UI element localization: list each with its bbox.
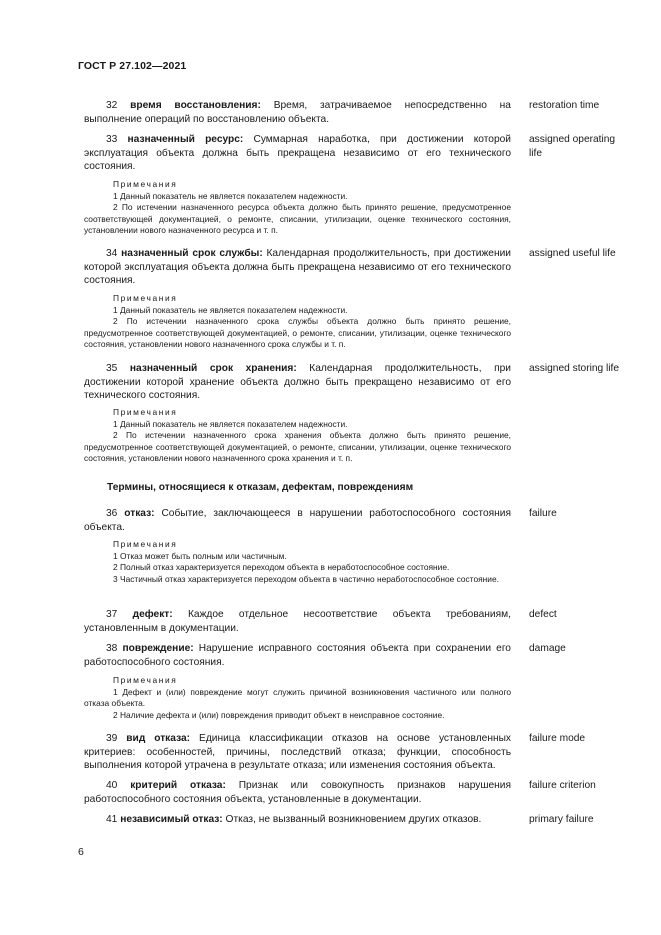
section-title: Термины, относящиеся к отказам, дефектам, повреждениям bbox=[107, 482, 414, 493]
term-number: 36 bbox=[106, 508, 118, 519]
note-item: 3 Частичный отказ характеризуется переходом объекта в частично неработоспособное состояние. bbox=[113, 573, 499, 584]
note-item: 2 По истечении назначенного срока хранения объекта должно быть принято решение, предусмотренное соответствующей документацией, о ремонте, списании, утилизации, оценке технического состояния, установлении нового назначенного срока хранения и т. п. bbox=[84, 430, 511, 463]
term-name: вид отказа: bbox=[126, 733, 191, 744]
term-name: время восстановления: bbox=[130, 100, 261, 111]
term-number: 39 bbox=[106, 733, 118, 744]
term-definition: Календарная продолжительность, при достижении которой хранение объекта должно быть прекращено независимо от его технического состояния. bbox=[84, 363, 511, 402]
term-34 bbox=[84, 247, 511, 288]
term-number: 41 bbox=[106, 814, 118, 825]
term-name: назначенный срок службы: bbox=[121, 248, 263, 259]
term-definition: Каждое отдельное несоответствие объекта требованиям, установленным в документации. bbox=[84, 609, 511, 634]
term-36 bbox=[84, 507, 511, 534]
term-32 bbox=[84, 99, 511, 126]
term-definition: Нарушение исправного состояния объекта при сохранении его работоспособного состояния. bbox=[84, 643, 511, 668]
term-english-41: primary failure bbox=[529, 814, 594, 825]
term-english-39: failure mode bbox=[529, 733, 586, 744]
term-english-33: assigned operating life bbox=[529, 134, 616, 159]
notes-34 bbox=[84, 293, 511, 350]
term-33 bbox=[84, 133, 511, 174]
term-number: 32 bbox=[106, 100, 118, 111]
term-definition: Единица классификации отказов на основе установленных критериев: особенностей, причины, последствий отказа; функции, способность выполнения которой утрачена в результате отказа; или изменения состояния объекта. bbox=[84, 733, 511, 772]
term-name: критерий отказа: bbox=[130, 780, 226, 791]
term-name: отказ: bbox=[124, 508, 155, 519]
page-number: 6 bbox=[78, 846, 84, 858]
note-item: 2 Наличие дефекта и (или) повреждения приводит объект в неисправное состояние. bbox=[113, 709, 445, 720]
note-item: 1 Дефект и (или) повреждение могут служить причиной возникновения частичного или полного отказа объекта. bbox=[84, 687, 511, 709]
term-name: повреждение: bbox=[122, 643, 194, 654]
term-number: 33 bbox=[106, 134, 118, 145]
term-definition: Событие, заключающееся в нарушении работоспособного состояния объекта. bbox=[84, 508, 511, 533]
term-39 bbox=[84, 732, 511, 773]
term-definition: Календарная продолжительность, при достижении которой эксплуатация объекта должна быть прекращена независимо от его технического состояния. bbox=[84, 248, 511, 287]
notes-33 bbox=[84, 179, 511, 236]
note-item: 1 Данный показатель не является показателем надежности. bbox=[113, 419, 348, 430]
term-number: 37 bbox=[106, 609, 118, 620]
term-number: 38 bbox=[106, 643, 118, 654]
term-name: назначенный ресурс: bbox=[127, 134, 244, 145]
note-item: 1 Отказ может быть полным или частичным. bbox=[113, 551, 287, 562]
term-name: независимый отказ: bbox=[120, 814, 223, 825]
notes-heading: Примечания bbox=[113, 407, 178, 417]
document-header: ГОСТ Р 27.102—2021 bbox=[78, 60, 187, 72]
term-35 bbox=[84, 362, 511, 403]
notes-heading: Примечания bbox=[113, 179, 178, 189]
notes-35 bbox=[84, 407, 511, 464]
term-english-32: restoration time bbox=[529, 100, 600, 111]
term-english-35: assigned storing life bbox=[529, 363, 620, 374]
term-english-40: failure criterion bbox=[529, 780, 596, 791]
term-name: назначенный срок хранения: bbox=[129, 363, 297, 374]
notes-38 bbox=[84, 675, 511, 721]
term-number: 34 bbox=[106, 248, 118, 259]
notes-heading: Примечания bbox=[113, 675, 178, 685]
term-number: 35 bbox=[106, 363, 118, 374]
term-definition: Время, затрачиваемое непосредственно на выполнение операций по восстановлению объекта. bbox=[84, 100, 511, 125]
term-definition: Отказ, не вызванный возникновением других отказов. bbox=[225, 814, 482, 825]
note-item: 2 По истечении назначенного ресурса объекта должно быть принято решение, предусмотренное соответствующей документацией, о ремонте, списании, утилизации, оценке технического состояния, установлении нового назначенного ресурса и т. п. bbox=[84, 202, 511, 235]
term-name: дефект: bbox=[132, 609, 173, 620]
term-41 bbox=[84, 813, 511, 827]
term-english-34: assigned useful life bbox=[529, 248, 616, 259]
note-item: 2 Полный отказ характеризуется переходом объекта в неработоспособное состояние. bbox=[113, 562, 450, 573]
note-item: 1 Данный показатель не является показателем надежности. bbox=[113, 191, 348, 202]
term-definition: Признак или совокупность признаков нарушения работоспособного состояния объекта, установленные в документации. bbox=[84, 780, 512, 805]
term-english-37: defect bbox=[529, 609, 557, 620]
notes-heading: Примечания bbox=[113, 293, 178, 303]
notes-heading: Примечания bbox=[113, 539, 178, 549]
term-number: 40 bbox=[106, 780, 118, 791]
term-definition: Суммарная наработка, при достижении которой эксплуатация объекта должна быть прекращена независимо от его технического состояния. bbox=[84, 134, 511, 173]
term-38 bbox=[84, 642, 511, 669]
term-english-38: damage bbox=[529, 643, 566, 654]
notes-36 bbox=[84, 539, 511, 585]
term-english-36: failure bbox=[529, 508, 557, 519]
term-37 bbox=[84, 608, 511, 635]
note-item: 1 Данный показатель не является показателем надежности. bbox=[113, 305, 348, 316]
term-40 bbox=[84, 779, 511, 806]
note-item: 2 По истечении назначенного срока службы объекта должно быть принято решение, предусмотренное соответствующей документацией, о ремонте, списании, утилизации, оценке технического состояния, установлении нового назначенного срока службы и т. п. bbox=[84, 316, 511, 349]
